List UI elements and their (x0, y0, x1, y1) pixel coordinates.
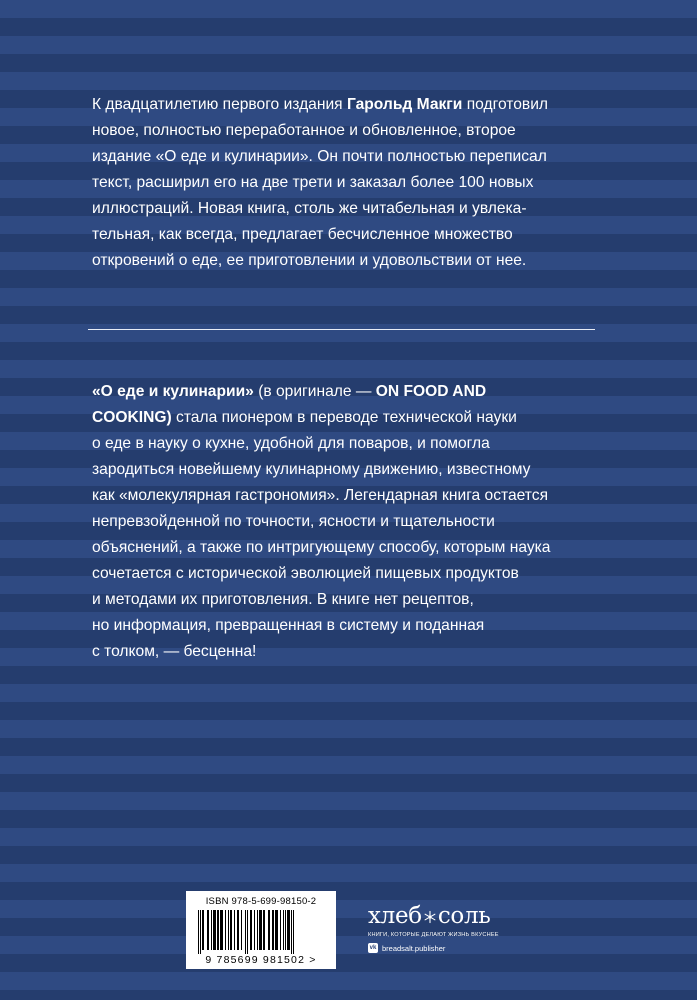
barcode-bar (200, 910, 201, 954)
barcode-bar (237, 910, 239, 950)
barcode-bar (213, 910, 216, 950)
snowflake-icon (423, 910, 437, 924)
barcode-bar (268, 910, 270, 950)
social-handle: breadsalt.publisher (382, 943, 446, 953)
barcode-bar (250, 910, 252, 950)
text-line: «О еде и кулинарии» (в оригинале — ON FOOD AND (92, 383, 487, 400)
text-line: издание «О еде и кулинарии». Он почти полностью переписал (92, 148, 547, 165)
barcode-bar (234, 910, 235, 950)
publisher-tagline: КНИГИ, КОТОРЫЕ ДЕЛАЮТ ЖИЗНЬ ВКУСНЕЕ (368, 932, 499, 938)
barcode-bar (245, 910, 246, 954)
barcode-bar (291, 910, 292, 954)
text-line: иллюстраций. Новая книга, столь же читабельная и увлека- (92, 200, 527, 217)
text-line: непревзойденной по точности, ясности и тщательности (92, 513, 495, 530)
barcode-bar (220, 910, 223, 950)
barcode-bar (254, 910, 255, 950)
intro-paragraph (92, 92, 612, 274)
publisher-logo (368, 902, 503, 930)
barcode-bar (293, 910, 294, 954)
text-line: о еде в науку о кухне, удобной для поваров, и помогла (92, 435, 490, 452)
barcode-bar (287, 910, 290, 950)
text-line: тельная, как всегда, предлагает бесчисленное множество (92, 226, 513, 243)
barcode-bars (196, 910, 326, 954)
barcode-bar (217, 910, 219, 950)
barcode (186, 891, 336, 969)
text-line: сочетается с исторической эволюцией пищевых продуктов (92, 565, 519, 582)
publisher-block (368, 902, 503, 953)
divider-line (88, 329, 595, 330)
text-line: COOKING) стала пионером в переводе технической науки (92, 409, 517, 426)
barcode-bar (263, 910, 265, 950)
barcode-bar (230, 910, 232, 950)
vk-icon: vk (369, 945, 377, 951)
barcode-bar (275, 910, 278, 950)
barcode-bar (207, 910, 209, 950)
barcode-bar (228, 910, 229, 950)
text-line: как «молекулярная гастрономия». Легендарная книга остается (92, 487, 549, 504)
barcode-bar (241, 910, 242, 950)
description-paragraph (92, 379, 612, 665)
isbn-label: ISBN 978-5-699-98150-2 (205, 896, 317, 907)
barcode-bar (211, 910, 212, 950)
logo-word-right: соль (437, 903, 491, 929)
barcode-bar (280, 910, 281, 950)
text-line: и методами их приготовления. В книге нет рецептов, (92, 591, 474, 608)
logo-word-left: хлеб (368, 903, 422, 929)
barcode-bar (225, 910, 226, 950)
barcode-bar (283, 910, 284, 950)
text-line: текст, расширил его на две трети и заказал более 100 новых (92, 174, 534, 191)
text-line: откровений о еде, ее приготовлении и удовольствии от нее. (92, 252, 527, 269)
barcode-number: 9 785699 981502 > (205, 954, 317, 966)
text-line: с толком, — бесценна! (92, 643, 257, 660)
text-line: К двадцатилетию первого издания Гарольд Макги подготовил (92, 96, 549, 113)
text-line: новое, полностью переработанное и обновленное, второе (92, 122, 516, 139)
barcode-bar (259, 910, 262, 950)
barcode-bar (285, 910, 286, 950)
barcode-bar (247, 910, 248, 954)
barcode-bar (272, 910, 274, 950)
barcode-bar (257, 910, 258, 950)
publisher-social (368, 943, 503, 953)
text-line: объяснений, а также по интригующему способу, которым наука (92, 539, 551, 556)
barcode-bar (198, 910, 199, 954)
text-line: но информация, превращенная в систему и поданная (92, 617, 485, 634)
barcode-bar (202, 910, 204, 950)
text-line: зародиться новейшему кулинарному движению, известному (92, 461, 531, 478)
